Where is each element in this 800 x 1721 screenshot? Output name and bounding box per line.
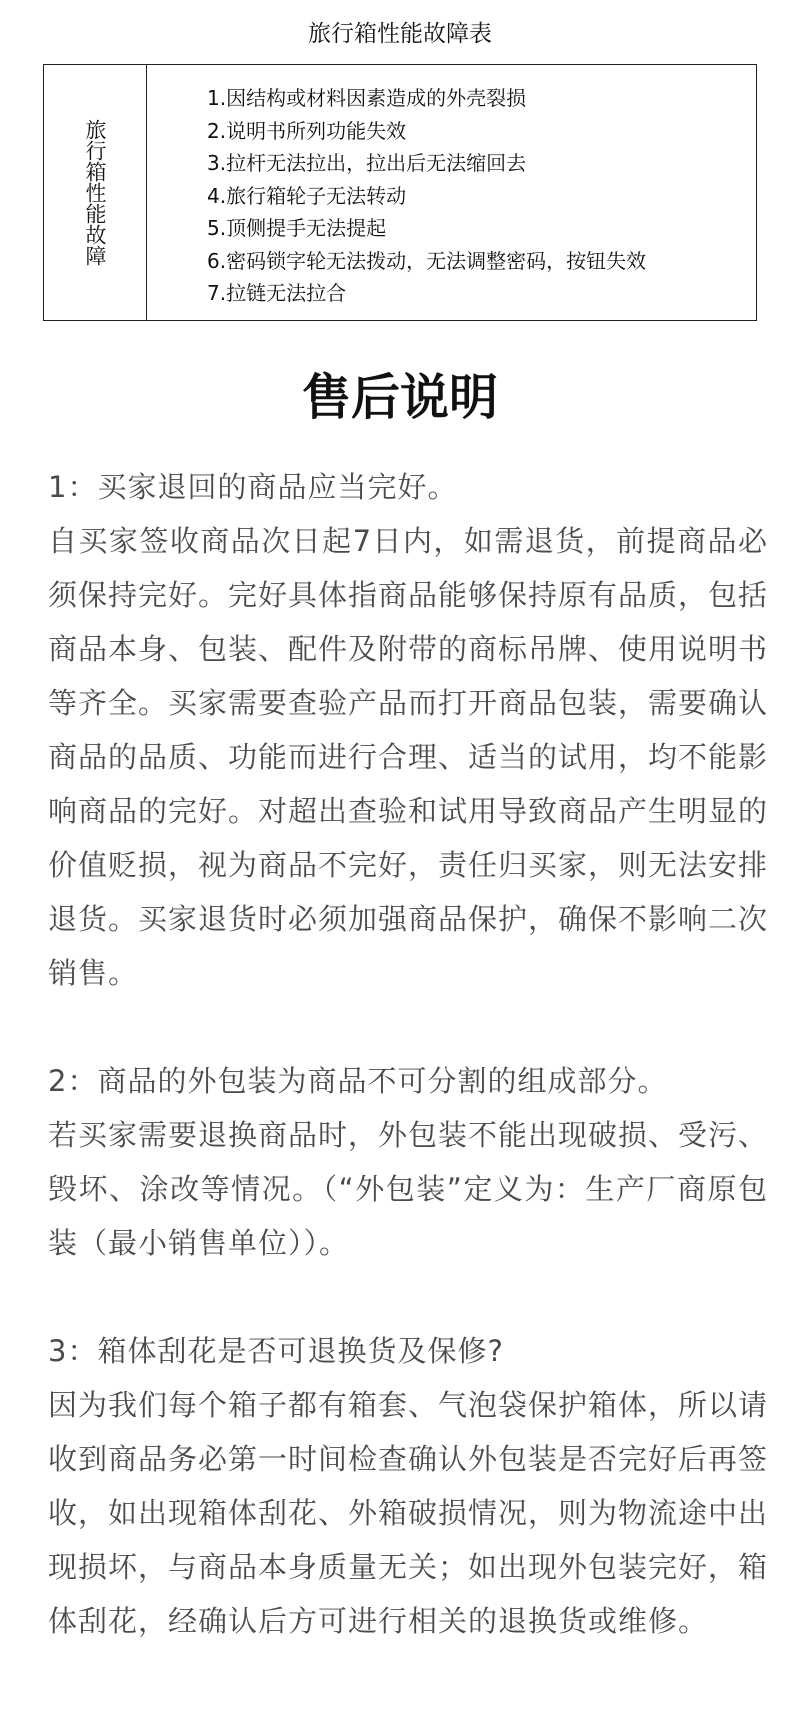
fault-item: 2.说明书所列功能失效 bbox=[207, 118, 407, 143]
fault-table bbox=[43, 64, 757, 321]
fault-item: 7.拉链无法拉合 bbox=[207, 281, 347, 305]
after-sales-title: 售后说明 bbox=[301, 369, 498, 426]
note-section bbox=[48, 460, 768, 1000]
note-section bbox=[48, 1054, 768, 1270]
fault-item: 5.顶侧提手无法提起 bbox=[207, 216, 387, 240]
note-body: 自买家签收商品次日起7日内，如需退货，前提商品必须保持完好。完好具体指商品能够保持原有品质，包括商品本身、包装、配件及附带的商标吊牌、使用说明书等齐全。买家需要查验产品而打开商品包装，需要确认商品的品质、功能而进行合理、适当的试用，均不能影响商品的完好。对超出查验和试用导致商品产生明显的价值贬损，视为商品不完好，责任归买家，则无法安排退货。买家退货时必须加强商品保护，确保不影响二次销售。 bbox=[48, 524, 769, 990]
after-sales-notes bbox=[48, 460, 768, 1702]
note-heading: 2：商品的外包装为商品不可分割的组成部分。 bbox=[48, 1064, 668, 1098]
fault-item: 3.拉杆无法拉出，拉出后无法缩回去 bbox=[207, 151, 527, 175]
fault-item: 6.密码锁字轮无法拨动，无法调整密码，按钮失效 bbox=[207, 248, 647, 273]
fault-table-title: 旅行箱性能故障表 bbox=[308, 21, 492, 47]
note-heading: 1：买家退回的商品应当完好。 bbox=[48, 470, 458, 504]
note-section bbox=[48, 1324, 768, 1648]
fault-table-side-cell bbox=[44, 65, 147, 320]
note-heading: 3：箱体刮花是否可退换货及保修? bbox=[48, 1334, 504, 1368]
fault-table-side-label: 旅行箱性能故障 bbox=[83, 119, 107, 266]
fault-item: 1.因结构或材料因素造成的外壳裂损 bbox=[207, 86, 527, 110]
note-body: 若买家需要退换商品时，外包装不能出现破损、受污、毁坏、涂改等情况。（“外包装”定义为：生产厂商原包装（最小销售单位））。 bbox=[48, 1118, 769, 1260]
fault-item: 4.旅行箱轮子无法转动 bbox=[207, 183, 407, 208]
fault-list bbox=[147, 65, 756, 320]
note-body: 因为我们每个箱子都有箱套、气泡袋保护箱体，所以请收到商品务必第一时间检查确认外包装是否完好后再签收，如出现箱体刮花、外箱破损情况，则为物流途中出现损坏，与商品本身质量无关；如出现外包装完好，箱体刮花，经确认后方可进行相关的退换货或维修。 bbox=[48, 1388, 769, 1638]
